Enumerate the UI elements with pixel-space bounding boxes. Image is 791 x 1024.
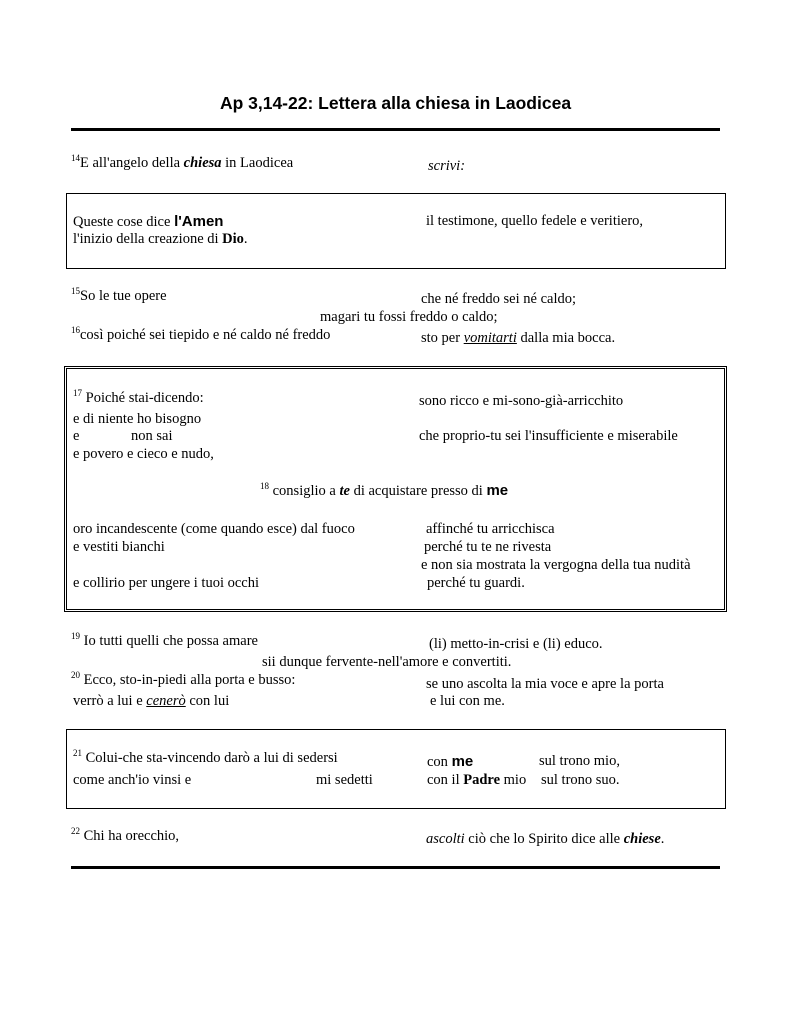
verse-20-line-2: [73, 693, 229, 710]
verse-17-right-3: che proprio-tu sei l'insufficiente e miserabile: [419, 428, 678, 444]
padre-word: Padre: [463, 772, 501, 788]
verse-number-18: 18: [260, 481, 269, 492]
top-divider: [71, 128, 720, 131]
verse-14-church: chiesa: [183, 155, 222, 171]
verse-21-with-father: [427, 772, 526, 789]
verse-20-left: Ecco, sto-in-piedi alla porta e busso:: [80, 672, 296, 688]
verse-15-line: [71, 288, 167, 305]
verse-number-14: 14: [71, 153, 80, 164]
verse-18-left-1: oro incandescente (come quando esce) dal fuoco: [73, 521, 355, 537]
verse-18-right-3: e non sia mostrata la vergogna della tua nudità: [421, 557, 691, 573]
verse-21-line: [73, 750, 338, 767]
verse-21-left: Colui-che sta-vincendo darò a lui di sedersi: [82, 750, 338, 766]
verse-20-right-2: e lui con me.: [430, 693, 505, 709]
verse-21-con: con: [427, 754, 452, 770]
verse-18-line: [260, 482, 508, 500]
verse-18-right-2: perché tu te ne rivesta: [424, 539, 552, 555]
verse-20-right: se uno ascolta la mia voce e apre la porta: [426, 676, 664, 692]
verse-22-period: .: [660, 831, 665, 847]
box-amen-period: .: [243, 231, 248, 247]
verse-22-right: [426, 831, 664, 848]
box-amen-right: il testimone, quello fedele e veritiero,: [426, 213, 644, 229]
verse-18-c1: consiglio a: [269, 483, 340, 499]
bottom-divider: [71, 866, 720, 869]
box-amen-line-1: [73, 213, 223, 231]
verse-18-left-2: e vestiti bianchi: [73, 539, 165, 555]
verse-17-line-3b: non sai: [131, 428, 173, 444]
verse-number-16: 16: [71, 325, 80, 336]
verse-number-22: 22: [71, 826, 80, 837]
verse-16-line: [71, 327, 330, 344]
verse-number-21: 21: [73, 748, 82, 759]
chiese-word: chiese: [623, 831, 661, 847]
verse-22-left: Chi ha orecchio,: [80, 828, 180, 844]
verse-14-text: E all'angelo della: [80, 155, 184, 171]
verse-18-c3: di acquistare presso di: [349, 483, 487, 499]
page-title: Ap 3,14-22: Lettera alla chiesa in Laodicea: [219, 93, 572, 113]
verse-18-right-1: affinché tu arricchisca: [426, 521, 555, 537]
verse-20-line: [71, 672, 295, 689]
me-word: me: [486, 482, 509, 499]
verse-17-right: sono ricco e mi-sono-già-arricchito: [419, 393, 624, 409]
box-victor: [66, 729, 726, 809]
verse-19-left: Io tutti quelli che possa amare: [80, 633, 258, 649]
verse-19-right: (li) metto-in-crisi e (li) educo.: [429, 636, 603, 652]
ascolti-word: ascolti: [426, 831, 465, 847]
verse-14-line: [71, 155, 293, 172]
verse-21-right: sul trono mio,: [539, 753, 620, 769]
verse-21-con-il: con il: [427, 772, 464, 788]
verse-17-line-4: e povero e cieco e nudo,: [73, 446, 214, 462]
verse-number-19: 19: [71, 631, 80, 642]
verse-number-17: 17: [73, 388, 82, 399]
verse-17-left: Poiché stai-dicendo:: [82, 390, 204, 406]
verse-18-left-4: e collirio per ungere i tuoi occhi: [73, 575, 260, 591]
verse-14-write: scrivi:: [428, 158, 466, 174]
verse-21-line-2: come anch'io vinsi e: [73, 772, 192, 788]
verse-21-mio: mio: [500, 772, 527, 788]
verse-14-place: in Laodicea: [221, 155, 294, 171]
verse-19-center: sii dunque fervente-nell'amore e convertiti.: [262, 654, 512, 670]
box-amen-text-1: Queste cose dice: [73, 214, 175, 230]
cenero-word: cenerò: [146, 693, 186, 709]
verse-15-right: che né freddo sei né caldo;: [421, 291, 576, 307]
verse-21-with-me: [427, 753, 473, 771]
verse-21-right-2: sul trono suo.: [541, 772, 620, 788]
box-amen-text-2: l'inizio della creazione di: [73, 231, 223, 247]
verse-17-line-3a: e: [73, 428, 80, 444]
verse-18-right-4: perché tu guardi.: [427, 575, 525, 591]
verse-20-l2a: verrò a lui e: [73, 693, 147, 709]
verse-19-line: [71, 633, 258, 650]
verse-16-r1: sto per: [421, 330, 464, 346]
verse-number-20: 20: [71, 670, 80, 681]
verse-15-center: magari tu fossi freddo o caldo;: [320, 309, 498, 325]
verse-20-l2c: con lui: [185, 693, 230, 709]
te-word: te: [339, 483, 350, 499]
verse-17-line-2: e di niente ho bisogno: [73, 411, 202, 427]
verse-21-line-2-mid: mi sedetti: [316, 772, 373, 788]
verse-16-right: [421, 330, 615, 347]
verse-17-line: [73, 390, 204, 407]
me-word-21: me: [451, 753, 474, 770]
verse-22-r2: ciò che lo Spirito dice alle: [464, 831, 624, 847]
vomitarti-word: vomitarti: [463, 330, 517, 346]
verse-16-left: così poiché sei tiepido e né caldo né freddo: [80, 327, 331, 343]
verse-16-r3: dalla mia bocca.: [516, 330, 616, 346]
dio-word: Dio: [222, 231, 244, 247]
verse-22-line: [71, 828, 179, 845]
amen-word: l'Amen: [174, 213, 224, 230]
verse-number-15: 15: [71, 286, 80, 297]
verse-15-left: So le tue opere: [80, 288, 167, 304]
box-amen-line-2: [73, 231, 248, 248]
